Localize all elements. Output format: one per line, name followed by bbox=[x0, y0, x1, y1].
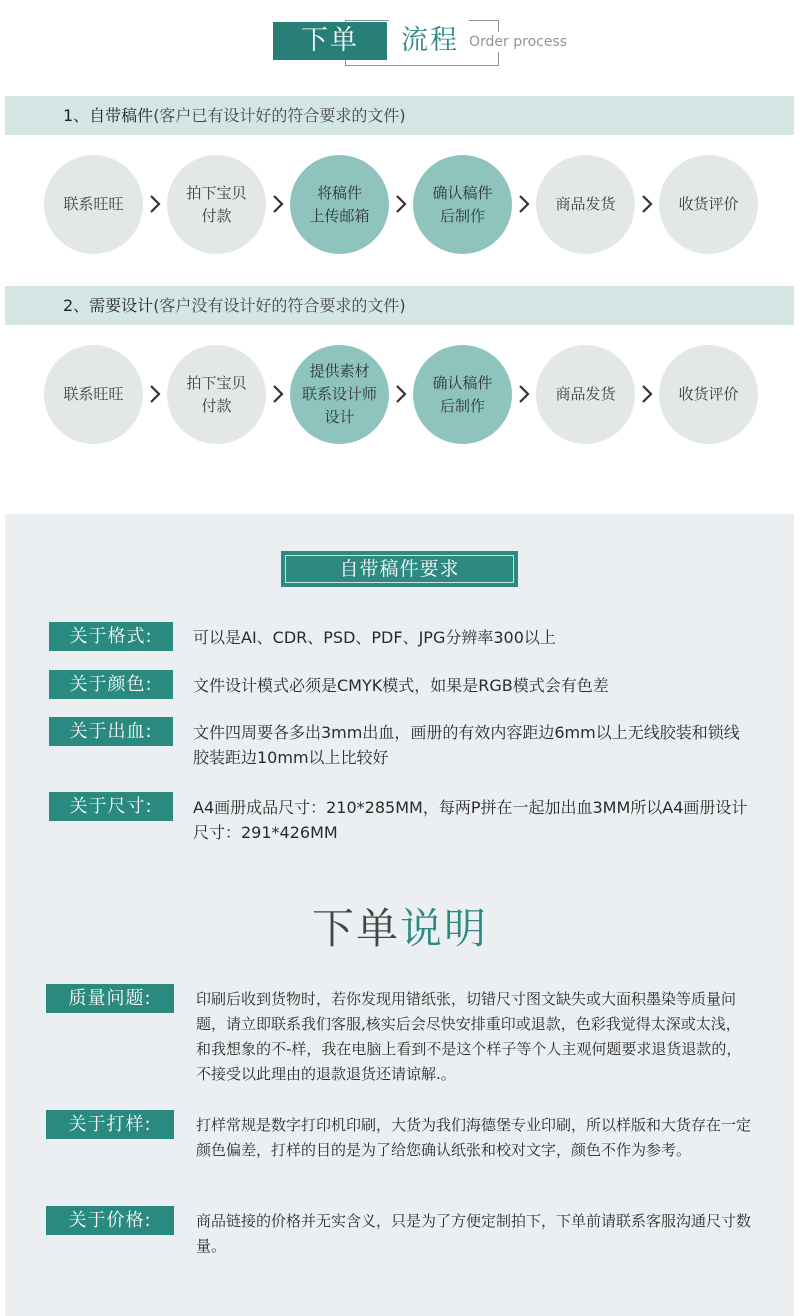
requirements-title: 自带稿件要求 bbox=[285, 555, 514, 583]
process2-heading bbox=[63, 286, 406, 325]
order-notes-title-teal: 说明 bbox=[400, 904, 489, 953]
header-title-part1: 下单 bbox=[273, 22, 387, 60]
step-circle bbox=[413, 345, 512, 444]
chevron-right-icon bbox=[270, 192, 286, 216]
process1-note: (客户已有设计好的符合要求的文件) bbox=[153, 106, 406, 125]
note-label-proof: 关于打样: bbox=[46, 1110, 174, 1139]
note-text-proof: 打样常规是数字打印机印刷，大货为我们海德堡专业印刷，所以样版和大货存在一定颜色偏差，打样的目的是为了给您确认纸张和校对文字，颜色不作为参考。 bbox=[196, 1116, 752, 1159]
req-text-bleed: 文件四周要各多出3mm出血，画册的有效内容距边6mm以上无线胶装和锁线胶装距边10mm以上比较好 bbox=[193, 723, 740, 767]
process2-steps bbox=[44, 345, 760, 449]
req-label-format: 关于格式: bbox=[49, 622, 173, 651]
requirements-title-box bbox=[281, 551, 518, 587]
step-circle bbox=[290, 345, 389, 444]
chevron-right-icon bbox=[147, 192, 163, 216]
chevron-right-icon bbox=[639, 382, 655, 406]
step-label: 将稿件 上传邮箱 bbox=[309, 183, 370, 225]
process2-title: 2、需要设计 bbox=[63, 296, 154, 315]
process1-title: 1、自带稿件 bbox=[63, 106, 154, 125]
header-english-subtitle: Order process bbox=[469, 32, 573, 52]
note-text-quality: 印刷后收到货物时，若你发现用错纸张，切错尺寸图文缺失或大面积墨染等质量问题，请立即联系我们客服,核实后会尽快安排重印或退款，色彩我觉得太深或太浅，和我想象的不-样，我在电脑上看到不是这个样子等个人主观何题要求退货退款的，不接受以此理由的退款退货还请谅解.。 bbox=[196, 990, 742, 1083]
step-label: 商品发货 bbox=[555, 385, 616, 403]
step-circle bbox=[44, 155, 143, 254]
note-label-quality: 质量问题: bbox=[46, 984, 174, 1013]
req-label-size: 关于尺寸: bbox=[49, 792, 173, 821]
header-title-part2: 流程 bbox=[401, 25, 459, 56]
step-circle bbox=[167, 155, 266, 254]
chevron-right-icon bbox=[639, 192, 655, 216]
req-label-bleed: 关于出血: bbox=[49, 717, 173, 746]
note-label-price: 关于价格: bbox=[46, 1206, 174, 1235]
order-process-header bbox=[273, 20, 573, 70]
step-circle bbox=[659, 345, 758, 444]
step-circle bbox=[413, 155, 512, 254]
step-label: 确认稿件 后制作 bbox=[432, 183, 493, 225]
chevron-right-icon bbox=[393, 382, 409, 406]
req-text-format: 可以是AI、CDR、PSD、PDF、JPG分辨率300以上 bbox=[193, 628, 556, 647]
req-label-color: 关于颜色: bbox=[49, 670, 173, 699]
req-text-size: A4画册成品尺寸：210*285MM，每两P拼在一起加出血3MM所以A4画册设计尺寸：291*426MM bbox=[193, 798, 748, 842]
process1-heading bbox=[63, 96, 406, 135]
step-label: 提供素材 联系设计师 设计 bbox=[301, 362, 377, 426]
order-notes-title-dark: 下单 bbox=[311, 904, 400, 953]
step-label: 收货评价 bbox=[678, 385, 739, 403]
step-label: 确认稿件 后制作 bbox=[432, 373, 493, 415]
step-label: 拍下宝贝 付款 bbox=[186, 373, 247, 415]
chevron-right-icon bbox=[270, 382, 286, 406]
step-circle bbox=[536, 345, 635, 444]
chevron-right-icon bbox=[516, 192, 532, 216]
chevron-right-icon bbox=[516, 382, 532, 406]
chevron-right-icon bbox=[393, 192, 409, 216]
step-label: 联系旺旺 bbox=[63, 195, 124, 213]
process2-note: (客户没有设计好的符合要求的文件) bbox=[153, 296, 406, 315]
step-label: 拍下宝贝 付款 bbox=[186, 183, 247, 225]
order-notes-title bbox=[0, 902, 800, 956]
process1-band bbox=[5, 96, 794, 135]
step-circle bbox=[536, 155, 635, 254]
req-text-color: 文件设计模式必须是CMYK模式，如果是RGB模式会有色差 bbox=[193, 676, 609, 695]
step-label: 收货评价 bbox=[678, 195, 739, 213]
process1-steps bbox=[44, 155, 760, 259]
step-circle bbox=[290, 155, 389, 254]
step-circle bbox=[659, 155, 758, 254]
process2-band bbox=[5, 286, 794, 325]
note-text-price: 商品链接的价格并无实含义，只是为了方便定制拍下，下单前请联系客服沟通尺寸数量。 bbox=[196, 1212, 752, 1255]
step-circle bbox=[44, 345, 143, 444]
chevron-right-icon bbox=[147, 382, 163, 406]
step-label: 联系旺旺 bbox=[63, 385, 124, 403]
step-label: 商品发货 bbox=[555, 195, 616, 213]
step-circle bbox=[167, 345, 266, 444]
